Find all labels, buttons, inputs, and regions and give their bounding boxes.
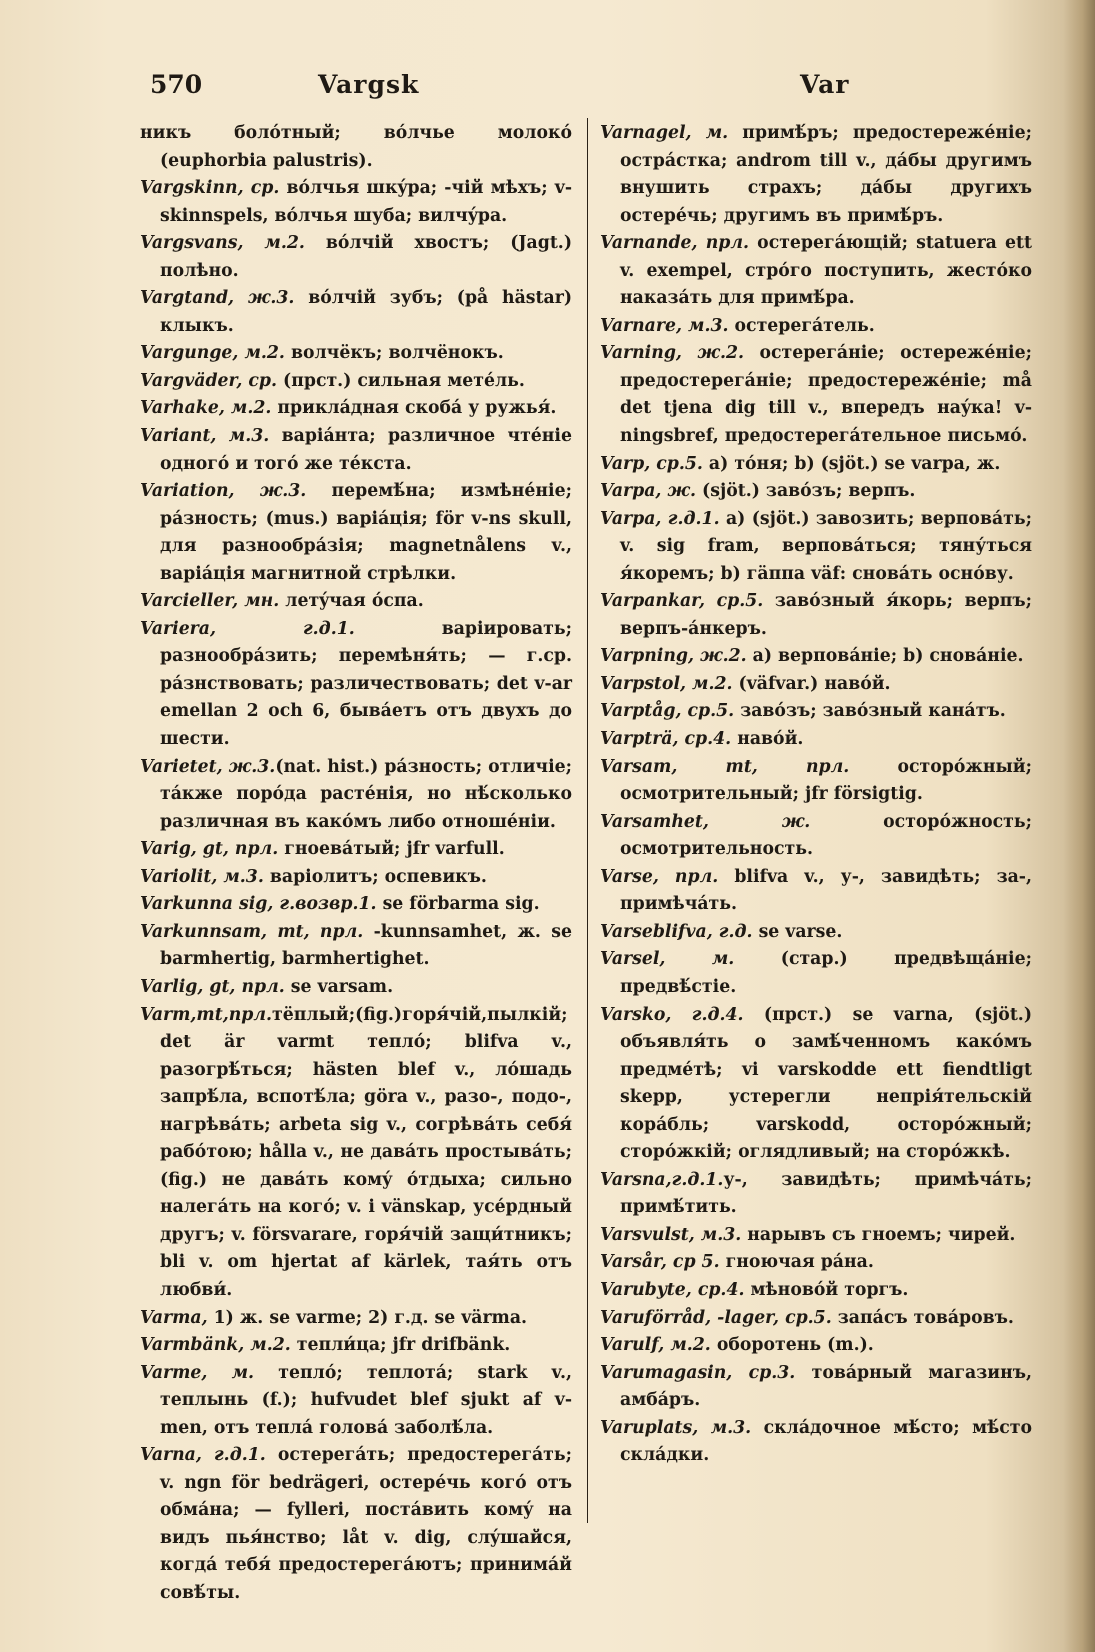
dictionary-entry	[600, 1360, 1032, 1415]
dictionary-entry	[600, 120, 1032, 230]
entry-definition: (прст.) se varna, (sjöt.) объявля́ть о замѣ́ченномъ какóмъ предмéтѣ; vi varskodde ett fiendtligt skepp, устерегли непрiя́тельскiй корáбль; varskodd, осторóжный; сторóжкiй; оглядливый; на сторóжкѣ.	[620, 1004, 1032, 1163]
entry-definition: остерегáющiй; statuera ett v. exempel, стрóго поступить, жестóко наказáть для примѣ́ра.	[620, 233, 1032, 309]
entry-definition: у-, завидѣть; примѣчáть; примѣ́тить.	[620, 1169, 1032, 1218]
entry-headword: Vargunge, м.2.	[140, 343, 285, 364]
dictionary-entry	[600, 230, 1032, 313]
dictionary-entry	[600, 946, 1032, 1001]
entry-definition: (стар.) предвѣщáнiе; предвѣ́стiе.	[620, 949, 1032, 997]
entry-headword: Varsamhet, ж.	[600, 811, 811, 832]
entry-headword: Varkunnsam, mt, прл.	[140, 921, 364, 942]
running-head-left: Vargsk	[318, 70, 420, 99]
page-number: 570	[150, 70, 203, 99]
entry-definition: -kunnsamhet, ж. se barmhertig, barmhertighet.	[160, 921, 572, 970]
entry-headword: Variolit, м.3.	[140, 866, 264, 887]
entry-definition: варiолитъ; оспевикъ.	[263, 866, 487, 887]
dictionary-entry	[600, 1222, 1032, 1250]
entry-headword: Variant, м.3.	[140, 426, 270, 447]
dictionary-entry	[140, 478, 572, 588]
entry-headword: Varulf, м.2.	[600, 1335, 711, 1356]
entry-definition: (nat. hist.) рáзность; отличiе; тáкже порóда растéнiя, но нѣ́сколько различная въ какóмъ либо отношéнiи.	[160, 756, 573, 832]
entry-headword: Varse, прл.	[600, 866, 719, 887]
dictionary-entry	[600, 1249, 1032, 1277]
dictionary-entry	[600, 478, 1032, 506]
dictionary-entry	[140, 340, 572, 368]
entry-definition: вapiировать; разнообрáзить; перемѣня́ть; — г.ср. рáзнствовать; различествовать; det v-ar emellan 2 och 6, бывáетъ отъ двухъ до шести.	[160, 618, 572, 750]
dictionary-entry	[140, 919, 572, 974]
entry-headword: Varpning, ж.2.	[600, 646, 747, 667]
entry-definition: вapiáнта; различное чтéнiе одногó и тогó же тéкста.	[160, 426, 572, 474]
dictionary-entry	[140, 588, 572, 616]
entry-headword: Varnande, прл.	[600, 233, 750, 254]
dictionary-entry	[140, 1360, 572, 1443]
entry-definition: se varsam.	[284, 976, 394, 997]
entry-headword: Varpa, ж.	[600, 481, 697, 502]
entry-headword: Vargtand, ж.3.	[140, 288, 295, 309]
entry-headword: Varsvulst, м.3.	[600, 1224, 742, 1245]
entry-definition: склáдочное мѣ́сто; мѣ́сто склáдки.	[620, 1417, 1033, 1466]
dictionary-entry	[140, 864, 572, 892]
entry-headword: Varpträ, ср.4.	[600, 729, 732, 750]
entry-definition: товáрный магазинъ, амбáръ.	[620, 1362, 1032, 1411]
entry-definition: 1) ж. se varme; 2) г.д. se värma.	[207, 1307, 528, 1328]
entry-definition: а) (sjöt.) завозить; верповáть; v. sig fram, верповáться; тяну́ться я́коремъ; b) гäппа väf: сновáть оснóву.	[620, 508, 1032, 584]
entry-headword: Varpstol, м.2.	[600, 673, 733, 694]
entry-definition: приклáдная скобá у ружья́.	[271, 398, 557, 419]
entry-definition: blifva v., у-, завидѣть; за-, примѣчáть.	[620, 866, 1032, 915]
entry-definition: осторóжность; осмотрительность.	[620, 811, 1032, 860]
dictionary-entry	[140, 1332, 572, 1360]
dictionary-entry	[140, 285, 572, 340]
entry-definition: вóлчiй хвостъ; (Jagt.) полѣно.	[160, 233, 572, 281]
dictionary-entry	[600, 1305, 1032, 1333]
entry-headword: Vargskinn, ср.	[140, 178, 280, 199]
entry-definition: se förbarma sig.	[376, 894, 540, 915]
entry-headword: Varning, ж.2.	[600, 343, 744, 364]
entry-headword: Varsel, м.	[600, 949, 735, 970]
entry-headword: Varietet, ж.3.	[140, 756, 276, 777]
dictionary-entry	[600, 313, 1032, 341]
dictionary-entry	[600, 698, 1032, 726]
dictionary-entry	[600, 1332, 1032, 1360]
entry-headword: Varsam, mt, прл.	[600, 756, 850, 777]
dictionary-entry	[600, 919, 1032, 947]
entry-definition: (väfvar.) навóй.	[732, 673, 891, 694]
entry-headword: Varubyte, ср.4.	[600, 1279, 745, 1300]
entry-definition: примѣ́ръ; предостережéнiе; острáстка; androm till v., дáбы другимъ внушить страхъ; дáбы другихъ остерéчь; другимъ въ примѣ́ръ.	[620, 123, 1032, 226]
entry-definition: завóзъ; завóзный канáтъ.	[734, 701, 1006, 722]
entry-definition: запáсъ товáровъ.	[831, 1307, 1014, 1328]
entry-definition: никъ болóтный; вóлчье молокó (euphorbia palustris).	[140, 123, 572, 171]
dictionary-entry	[600, 1415, 1032, 1470]
dictionary-entry	[140, 1002, 572, 1305]
entry-definition: оборотень (m.).	[710, 1335, 874, 1356]
entry-headword: Varumagasin, ср.3.	[600, 1362, 796, 1383]
entry-headword: Varsår, ср 5.	[600, 1252, 720, 1273]
dictionary-entry	[140, 120, 572, 175]
dictionary-entry	[600, 864, 1032, 919]
entry-headword: Variation, ж.3.	[140, 481, 307, 502]
entry-definition: se varse.	[752, 921, 843, 942]
entry-headword: Varlig, gt, прл.	[140, 976, 285, 997]
entry-definition: тёплый;(fig.)горя́чiй,пылкiй; det är varmt теплó; blifva v., разогрѣ́ться; hästen blef v., лóшадь запрѣ́ла, вспотѣ́ла; göra v., разо-, подо-, нагрѣвáть; arbeta sig v., согрѣвáть себя́ рабóтою; hålla v., не давáть простывáть; (fig.) не давáть комý óтдыха; сильно налегáть на когó; v. i vänskap, усéрдный другъ; v. försvarare, горя́чiй защи́тникъ; bli v. om hjertat af kärlek, тая́ть отъ любви́.	[160, 1004, 572, 1300]
dictionary-entry	[600, 340, 1032, 450]
dictionary-entry	[600, 754, 1032, 809]
entry-headword: Varpa, г.д.1.	[600, 508, 720, 529]
entry-headword: Varma,	[140, 1307, 208, 1328]
dictionary-entry	[600, 451, 1032, 479]
entry-definition: летýчая óспа.	[279, 591, 424, 612]
entry-definition: перемѣ́на; измѣнéнiе; рáзность; (mus.) варiáцiя; för v-ns skull, для разнообрáзiя; magnetnålens v., вapiáцiя магнитной стрѣлки.	[160, 481, 572, 584]
dictionary-entry	[600, 643, 1032, 671]
entry-headword: Varptåg, ср.5.	[600, 701, 735, 722]
entry-definition: остерегáтель.	[728, 315, 875, 336]
dictionary-entry	[140, 1305, 572, 1333]
page-edge-shadow	[1063, 0, 1095, 1652]
entry-headword: Varna, г.д.1.	[140, 1445, 266, 1466]
dictionary-entry	[140, 175, 572, 230]
dictionary-entry	[140, 423, 572, 478]
entry-headword: Varig, gt, прл.	[140, 839, 279, 860]
entry-headword: Varuplats, м.3.	[600, 1417, 752, 1438]
entry-definition: (sjöt.) завóзъ; верпъ.	[696, 481, 916, 502]
dictionary-entry	[600, 506, 1032, 589]
entry-headword: Varme, м.	[140, 1362, 255, 1383]
entry-definition: волчёкъ; волчёнокъ.	[284, 343, 504, 364]
entry-definition: теплó; теплотá; stark v., теплынь (f.); hufvudet blef sjukt af v-men, отъ теплá головá заболѣ́ла.	[160, 1362, 572, 1438]
entry-headword: Varcieller, мн.	[140, 591, 280, 612]
entry-definition: навóй.	[731, 729, 804, 750]
entry-definition: вóлчья шкýра; -чiй мѣхъ; v-skinnspels, вóлчья шуба; вилчýра.	[160, 178, 572, 226]
entry-headword: Varsko, г.д.4.	[600, 1004, 744, 1025]
entry-headword: Vargväder, ср.	[140, 370, 278, 391]
entry-definition: (прст.) сильная метéль.	[277, 370, 525, 391]
right-column	[600, 120, 1032, 1470]
entry-headword: Varseblifva, г.д.	[600, 921, 753, 942]
dictionary-entry	[140, 616, 572, 754]
dictionary-entry	[600, 671, 1032, 699]
entry-headword: Varpankar, ср.5.	[600, 591, 764, 612]
entry-definition: мѣновóй торгъ.	[744, 1279, 909, 1300]
entry-definition: гноевáтый; jfr varfull.	[278, 839, 505, 860]
entry-definition: тепли́ца; jfr drifbänk.	[290, 1335, 511, 1356]
dictionary-entry	[140, 1442, 572, 1607]
entry-definition: нарывъ съ гноемъ; чирей.	[741, 1224, 1016, 1245]
dictionary-entry	[140, 836, 572, 864]
dictionary-entry	[140, 891, 572, 919]
entry-definition: а) верповáнiе; b) сновáнiе.	[746, 646, 1024, 667]
entry-headword: Varm,mt,прл.	[140, 1004, 273, 1025]
dictionary-entry	[600, 588, 1032, 643]
entry-definition: гноючая рáна.	[719, 1252, 874, 1273]
entry-headword: Varuförråd, -lager, ср.5.	[600, 1307, 832, 1328]
left-column	[140, 120, 572, 1608]
entry-headword: Varp, ср.5.	[600, 453, 703, 474]
dictionary-entry	[600, 726, 1032, 754]
entry-headword: Variera, г.д.1.	[140, 618, 355, 639]
entry-headword: Varmbänk, м.2.	[140, 1335, 291, 1356]
dictionary-entry	[600, 1167, 1032, 1222]
running-head-right: Var	[800, 70, 850, 99]
dictionary-entry	[600, 1277, 1032, 1305]
dictionary-entry	[600, 1002, 1032, 1167]
dictionary-entry	[140, 754, 572, 837]
entry-definition: осторóжный; осмотрительный; jfr försigtig.	[620, 756, 1033, 805]
dictionary-entry	[140, 974, 572, 1002]
entry-headword: Varkunna sig, г.возвр.1.	[140, 894, 377, 915]
entry-headword: Varhake, м.2.	[140, 398, 272, 419]
dictionary-entry	[600, 809, 1032, 864]
entry-headword: Vargsvans, м.2.	[140, 233, 305, 254]
entry-headword: Varnagel, м.	[600, 123, 729, 143]
dictionary-entry	[140, 368, 572, 396]
dictionary-entry	[140, 230, 572, 285]
entry-headword: Varnare, м.3.	[600, 315, 729, 336]
entry-definition: остерегáнiе; остережéнiе; предостерегáнiе; предостережéнiе; må det tjena dig till v., впередъ наýка! v-ningsbref, предостерегáтельное письмó.	[620, 343, 1032, 447]
entry-definition: завóзный я́корь; верпъ; верпъ-áнкеръ.	[620, 591, 1033, 639]
entry-definition: вóлчiй зубъ; (på hästar) клыкъ.	[160, 288, 572, 336]
entry-headword: Varsna,г.д.1.	[600, 1169, 724, 1190]
dictionary-entry	[140, 395, 572, 423]
entry-definition: а) тóня; b) (sjöt.) se varpa, ж.	[702, 453, 1001, 474]
entry-definition: остерегáть; предостерегáть; v. ngn för bedrägeri, остерéчь когó отъ обмáна; — fylleri, постáвить комý на видъ пья́нство; låt v. dig, слýшайся, когдá тебя́ предостерегáютъ; принимáй совѣ́ты.	[160, 1445, 572, 1603]
column-divider	[587, 118, 588, 1523]
